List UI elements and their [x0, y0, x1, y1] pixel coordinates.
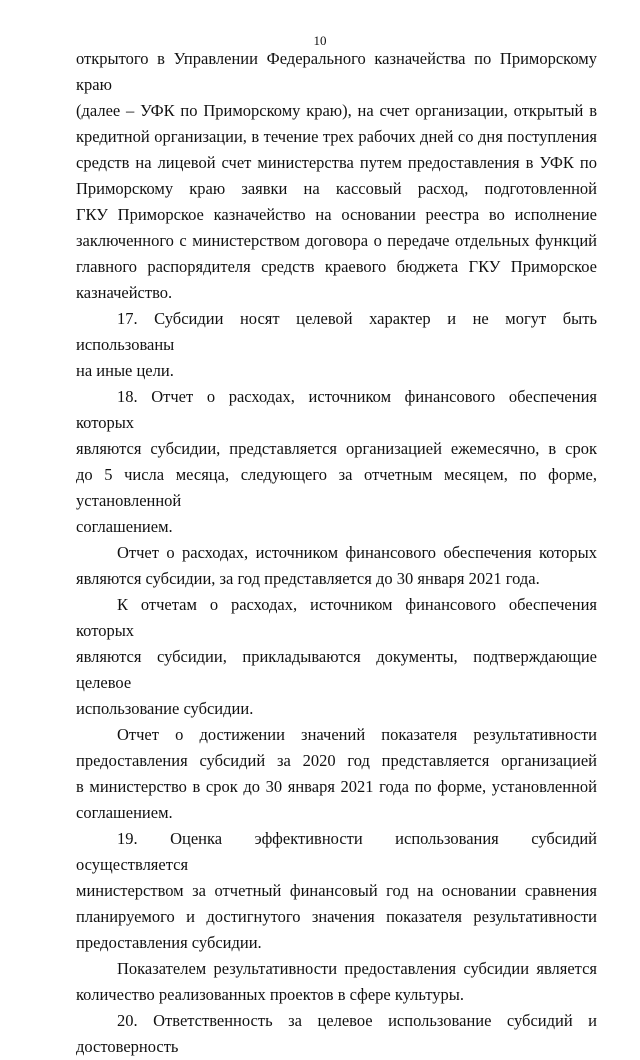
paragraph-18 [76, 384, 597, 540]
text-line: являются субсидии, представляется организацией ежемесячно, в срок [76, 439, 597, 458]
paragraph-indicator [76, 956, 597, 1008]
text-line: казначейство. [76, 283, 173, 302]
paragraph-annual-report [76, 540, 597, 592]
text-line: средств на лицевой счет министерства путем предоставления в УФК по [76, 153, 597, 172]
text-line: открытого в Управлении Федерального казначейства по Приморскому краю [76, 49, 597, 94]
text-line: Показателем результативности предоставления субсидии является [117, 959, 597, 978]
text-line: 20. Ответственность за целевое использование субсидий и достоверность [76, 1011, 597, 1056]
text-line: планируемого и достигнутого значения показателя результативности [76, 907, 597, 926]
page-number: 10 [313, 33, 327, 48]
text-line: в министерство в срок до 30 января 2021 года по форме, установленной [76, 777, 597, 796]
text-line: (далее – УФК по Приморскому краю), на счет организации, открытый в [76, 101, 597, 120]
paragraph-performance-report [76, 722, 597, 826]
text-line: 18. Отчет о расходах, источником финансового обеспечения которых [76, 387, 597, 432]
text-line: ГКУ Приморское казначейство на основании реестра во исполнение [76, 205, 597, 224]
text-line: 19. Оценка эффективности использования субсидий осуществляется [76, 829, 597, 874]
text-line: Приморскому краю заявки на кассовый расход, подготовленной [76, 179, 597, 198]
paragraph-attachments [76, 592, 597, 722]
text-line: на иные цели. [76, 361, 174, 380]
text-line: соглашением. [76, 517, 173, 536]
text-line: Отчет о расходах, источником финансового обеспечения которых [117, 543, 597, 562]
text-line: министерством за отчетный финансовый год на основании сравнения [76, 881, 597, 900]
paragraph-continuation [76, 46, 597, 306]
paragraph-19 [76, 826, 597, 956]
document-body [76, 46, 597, 1060]
text-line: 17. Субсидии носят целевой характер и не могут быть использованы [76, 309, 597, 354]
text-line: кредитной организации, в течение трех рабочих дней со дня поступления [76, 127, 597, 146]
text-line: соглашением. [76, 803, 173, 822]
text-line: являются субсидии, за год представляется до 30 января 2021 года. [76, 569, 540, 588]
text-line: Отчет о достижении значений показателя результативности [117, 725, 597, 744]
text-line: являются субсидии, прикладываются документы, подтверждающие целевое [76, 647, 597, 692]
text-line: предоставления субсидии. [76, 933, 262, 952]
text-line: главного распорядителя средств краевого бюджета ГКУ Приморское [76, 257, 597, 276]
text-line: использование субсидии. [76, 699, 254, 718]
paragraph-20 [76, 1008, 597, 1060]
text-line: количество реализованных проектов в сфере культуры. [76, 985, 464, 1004]
text-line: заключенного с министерством договора о передаче отдельных функций [76, 231, 597, 250]
text-line: до 5 числа месяца, следующего за отчетным месяцем, по форме, установленной [76, 465, 597, 510]
text-line: К отчетам о расходах, источником финансового обеспечения которых [76, 595, 597, 640]
paragraph-17 [76, 306, 597, 384]
text-line: предоставления субсидий за 2020 год представляется организацией [76, 751, 597, 770]
